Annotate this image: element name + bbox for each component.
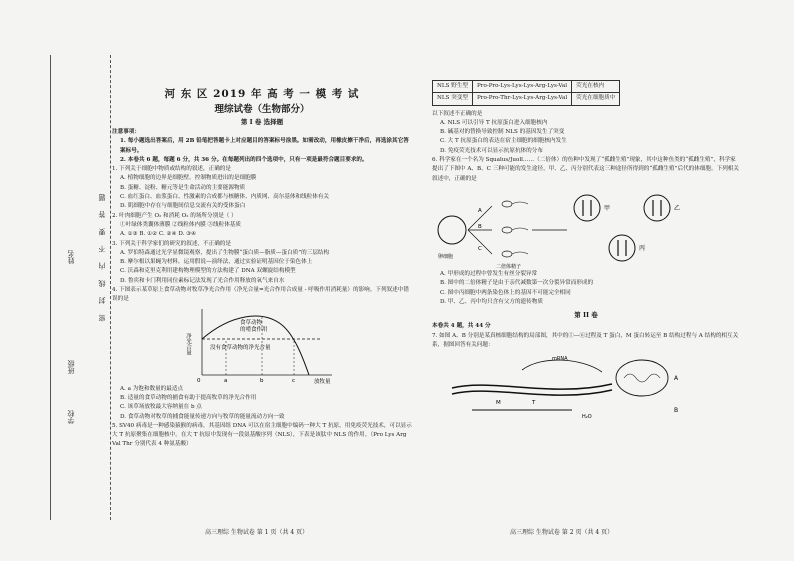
- question-3: [112, 240, 412, 286]
- sperm-tail: [512, 202, 528, 204]
- option: C. 图中丙细胞中两条染色体上的基因不可能完全相同: [440, 289, 571, 296]
- membrane-structure: [452, 384, 612, 389]
- option: C. 血红蛋白、血浆蛋白、性激素的合成都与核糖体、内质网、高尔基体和线粒体有关: [120, 194, 330, 201]
- table-row: [433, 93, 620, 105]
- note-item: 2. 本卷共 6 题，每题 6 分，共 36 分。在每题列出的四个选项中，只有一项是最符合题目要求的。: [120, 156, 368, 163]
- y-axis-label: 净光合量: [185, 332, 191, 355]
- q5-stem: 以下叙述不正确的是: [432, 110, 483, 117]
- structure-a-label: A: [674, 375, 679, 383]
- question-2: [112, 212, 412, 240]
- membrane-structure: [452, 390, 612, 395]
- option: A. a 为饱和数量的最适点: [120, 385, 184, 392]
- sperm-b: [502, 227, 512, 233]
- class-label: 班级: [67, 360, 75, 374]
- mrna-label: mRNA: [552, 356, 568, 363]
- option: A. NLS 可以引导 T 抗原蛋白进入细胞核内: [440, 119, 548, 126]
- option: D. 免疫荧光技术可以显示抗原抗体的分布: [440, 147, 543, 154]
- q4-options: [112, 385, 412, 422]
- cell-jia: [574, 195, 600, 221]
- nls-name: NLS 突变型: [433, 93, 473, 105]
- option: A. ①③ B. ①② C. ②④ D. ③④: [120, 231, 197, 238]
- point-b-label: b: [260, 377, 264, 384]
- route-a-label: A: [478, 207, 482, 214]
- question-6: 6. 科学家在一个名为 Squalus/Juoll……（二倍体）的鱼种中发现了“孤雌生殖”现象，其中这种鱼类的“孤雌生殖”，科学家提出了下图中 A、B、C 三种可能的发生途径，甲、乙、丙分别代表这三种途径所得到的“孤雌生殖”后代的体细胞。下列相关叙述中，正确的是: [432, 157, 739, 182]
- option: D. 肌细胞中存在与细胞间信息交流有关的受体蛋白: [120, 203, 246, 210]
- curve-label-2: 的啃食作用: [240, 326, 268, 333]
- page1-footer: 高三理综 生物试卷 第 1 页（共 4 页）: [205, 529, 309, 536]
- baseline-label: 没有食草动物的净光合量: [210, 344, 271, 351]
- cell-yi: [644, 195, 670, 221]
- option: A. 罗伯特森通过光学显微镜观察，提出了生物膜“蛋白质—脂质—蛋白质”的三层结构: [120, 249, 330, 256]
- table-row: [433, 81, 620, 93]
- q7-diagram: [432, 350, 740, 422]
- route-b-label: B: [478, 223, 482, 230]
- option: A. 植物细胞的边界是细胞壁，控制物质进出的是细胞膜: [120, 175, 257, 182]
- egg-label: 卵细胞: [438, 253, 454, 260]
- structure-b-label: B: [674, 407, 679, 415]
- question-1: [112, 165, 412, 211]
- jia-label: 甲: [604, 204, 611, 212]
- question-text: 2. 叶肉细胞产生 O₂ 和消耗 O₂ 的场所分别是（ ）: [112, 212, 237, 219]
- binding-line: [50, 55, 51, 520]
- nls-sequence: Pro-Pro-Thr-Lys-Lys-Arg-Lys-Val: [473, 93, 572, 105]
- part2-heading: 第 II 卷: [574, 311, 598, 320]
- exam-subtitle: 理综试卷（生物部分）: [214, 104, 310, 115]
- option: B. 摩尔根以果蝇为材料，运用假说—演绎法，通过实验证明基因位于染色体上: [120, 259, 313, 266]
- t-protein-label: T: [532, 400, 536, 407]
- origin-label: 0: [197, 377, 201, 384]
- question-text: 1. 下列关于细胞中物质或结构的叙述，正确的是: [112, 166, 231, 173]
- option: ①叶绿体类囊体薄膜 ②线粒体内膜 ③线粒体基质: [120, 221, 242, 228]
- option: C. 沃森和克里克利用建构物理模型的方法构建了 DNA 双螺旋结构模型: [120, 268, 296, 275]
- nls-result: 荧光在细胞质中: [572, 93, 620, 105]
- part2-description: 本卷共 4 题，共 44 分: [432, 323, 491, 330]
- organelle: [616, 360, 668, 396]
- right-page: [432, 80, 740, 422]
- x-axis-label: 放牧量: [314, 378, 331, 385]
- bing-label: 丙: [639, 244, 646, 252]
- option: C. 该草场放牧最大容纳量在 b 点: [120, 404, 202, 411]
- nls-table: [432, 80, 620, 106]
- sperm-a: [502, 201, 512, 207]
- option: B. 图中的二倍体精子是由于亲代减数第一次分裂异常而形成的: [440, 280, 594, 287]
- option: D. 食草动物对牧草的捕食能量传递方向与牧草的能量流动方向一致: [120, 413, 285, 420]
- option: B. 适量的食草动物的捕食有助于提高牧草的净光合作用: [120, 394, 257, 401]
- question-4: [112, 286, 412, 305]
- sperm-c: [502, 251, 512, 257]
- route-c-label: C: [478, 245, 482, 252]
- option: A. 甲形成的过程中曾发生有丝分裂异常: [440, 270, 538, 277]
- notes-heading: 注意事项：: [112, 129, 140, 135]
- seal-line-text: 密 封 线 内 不 要 答 题: [98, 190, 106, 322]
- cristae: [624, 374, 660, 382]
- exam-title: 河 东 区 2019 年 高 考 一 模 考 试: [164, 88, 360, 100]
- school-label: 学校: [67, 410, 75, 424]
- option: D. 鲁宾和卡门利用同位素标记法发现了光合作用释放的氧气来自水: [120, 277, 285, 284]
- nls-sequence: Pro-Pro-Lys-Lys-Lys-Arg-Lys-Val: [473, 81, 572, 93]
- nls-result: 荧光在核内: [572, 81, 620, 93]
- curve-label: 食草动物: [240, 319, 263, 326]
- question-text: 4. 下图表示某草原上食草动物对牧草净光合作用（净光合量=光合作用合成量 - 呼吸作用消耗量）的影响。下列叙述中错误的是: [112, 287, 409, 303]
- yi-label: 乙: [674, 204, 681, 212]
- question-5: 5. SV40 病毒是一种感染猿猴的病毒，其基因组 DNA 可以在宿主细胞中编码一种大 T 抗原，用免疫荧光技术，可以显示大 T 抗原聚集在细胞核中。在大 T 抗原中发现有一段氨基酸序列（NLS），下表是该肽中 NLS 的作用。（Pro Lys Arg Val Thr 分别代表 4 种氨基酸）: [112, 422, 412, 448]
- q4-chart: [112, 305, 412, 385]
- option: B. 蛋糖、淀粉、糖元等是生命活动的主要能源物质: [120, 184, 246, 191]
- question-text: 3. 下列关于科学家们的研究的叙述，不正确的是: [112, 240, 231, 247]
- nls-name: NLS 野生型: [433, 81, 473, 93]
- part1-heading: 第 I 卷 选择题: [240, 118, 284, 126]
- name-label: 姓名: [67, 250, 75, 264]
- m-protein-label: M: [496, 400, 501, 407]
- q6-diagram: [432, 184, 740, 270]
- page2-footer: 高三理综 生物试卷 第 2 页（共 4 页）: [510, 529, 614, 536]
- option: B. 碱基对的替换导致控制 NLS 的基因发生了突变: [440, 129, 565, 136]
- point-c-label: c: [292, 377, 296, 384]
- sperm-tail: [512, 228, 528, 230]
- sperm-tail: [512, 252, 528, 254]
- cell-bing: [609, 235, 635, 261]
- egg-cell: [438, 216, 466, 244]
- option: C. 大 T 抗原蛋白的表达在宿主细胞的细胞核内发生: [440, 138, 567, 145]
- note-item: 1. 每小题选出答案后，用 2B 铅笔把答题卡上对应题目的答案标号涂黑。如需改动，用橡皮擦干净后，再选涂其它答案标号。: [120, 138, 409, 154]
- water-label: H₂O: [582, 414, 592, 421]
- sperm-label: 二倍体精子: [496, 263, 522, 270]
- left-page: [112, 78, 412, 450]
- question-7: 7. 如图 A、B 分别是某真核细胞结构的局部图，其中的①—⑥过程及 T 蛋白，M 蛋白转运至 B 结构过程与 A 结构的相互关系，据图回答有关问题：: [432, 332, 739, 349]
- point-a-label: a: [224, 377, 228, 384]
- option: D. 甲、乙、丙中均只含有父方的遗传物质: [440, 298, 543, 305]
